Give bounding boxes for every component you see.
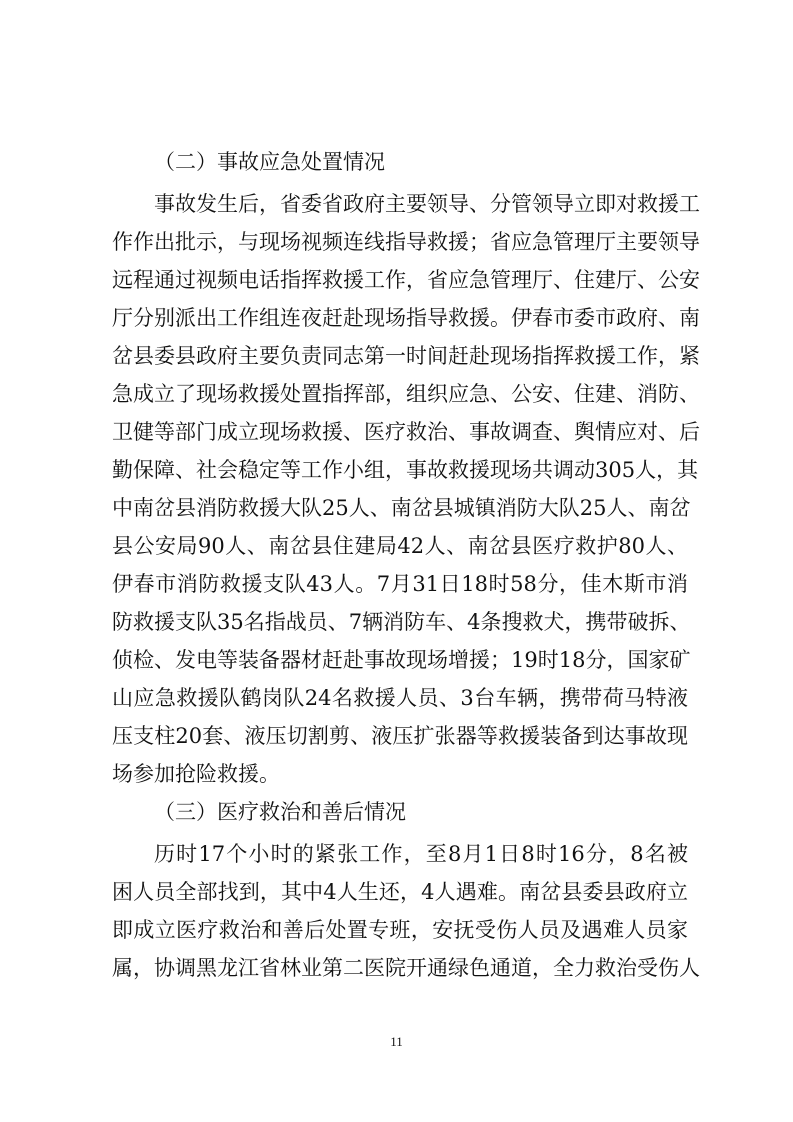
paragraph-line: 压支柱20套、液压切割剪、液压扩张器等救援装备到达事故现 xyxy=(112,724,688,748)
paragraph-line: 厅分别派出工作组连夜赶赴现场指导救援。伊春市委市政府、南 xyxy=(112,306,700,330)
paragraph-line: 中南岔县消防救援大队25人、南岔县城镇消防大队25人、南岔 xyxy=(112,496,691,520)
paragraph-line: 山应急救援队鹤岗队24名救援人员、3台车辆，携带荷马特液 xyxy=(112,686,688,710)
paragraph-line: 困人员全部找到，其中4人生还，4人遇难。南岔县委县政府立 xyxy=(112,880,688,904)
paragraph-line: 历时17个小时的紧张工作，至8月1日8时16分，8名被 xyxy=(154,842,688,866)
section-heading-emergency-response: （二）事故应急处置情况 xyxy=(154,150,385,174)
paragraph-line: 即成立医疗救治和善后处置专班，安抚受伤人员及遇难人员家 xyxy=(112,918,688,942)
paragraph-line: 伊春市消防救援支队43人。7月31日18时58分，佳木斯市消 xyxy=(112,572,688,596)
paragraph-line: 岔县委县政府主要负责同志第一时间赶赴现场指挥救援工作，紧 xyxy=(112,344,700,368)
section-heading-medical-aftermath: （三）医疗救治和善后情况 xyxy=(154,800,406,824)
paragraph-line: 侦检、发电等装备器材赶赴事故现场增援；19时18分，国家矿 xyxy=(112,648,691,672)
paragraph-line: 卫健等部门成立现场救援、医疗救治、事故调查、舆情应对、后 xyxy=(112,420,700,444)
paragraph-line: 远程通过视频电话指挥救援工作，省应急管理厅、住建厅、公安 xyxy=(112,268,700,292)
paragraph-line: 防救援支队35名指战员、7辆消防车、4条搜救犬，携带破拆、 xyxy=(112,610,691,634)
page-number: 11 xyxy=(390,1034,403,1049)
paragraph-line: 属，协调黑龙江省林业第二医院开通绿色通道，全力救治受伤人 xyxy=(112,956,700,980)
paragraph-line: 急成立了现场救援处置指挥部，组织应急、公安、住建、消防、 xyxy=(112,382,700,406)
paragraph-line: 场参加抢险救援。 xyxy=(112,762,280,786)
paragraph-line: 事故发生后，省委省政府主要领导、分管领导立即对救援工 xyxy=(154,192,700,216)
paragraph-line: 县公安局90人、南岔县住建局42人、南岔县医疗救护80人、 xyxy=(112,534,688,558)
paragraph-line: 作作出批示，与现场视频连线指导救援；省应急管理厅主要领导 xyxy=(112,230,700,254)
paragraph-line: 勤保障、社会稳定等工作小组，事故救援现场共调动305人，其 xyxy=(112,458,699,482)
